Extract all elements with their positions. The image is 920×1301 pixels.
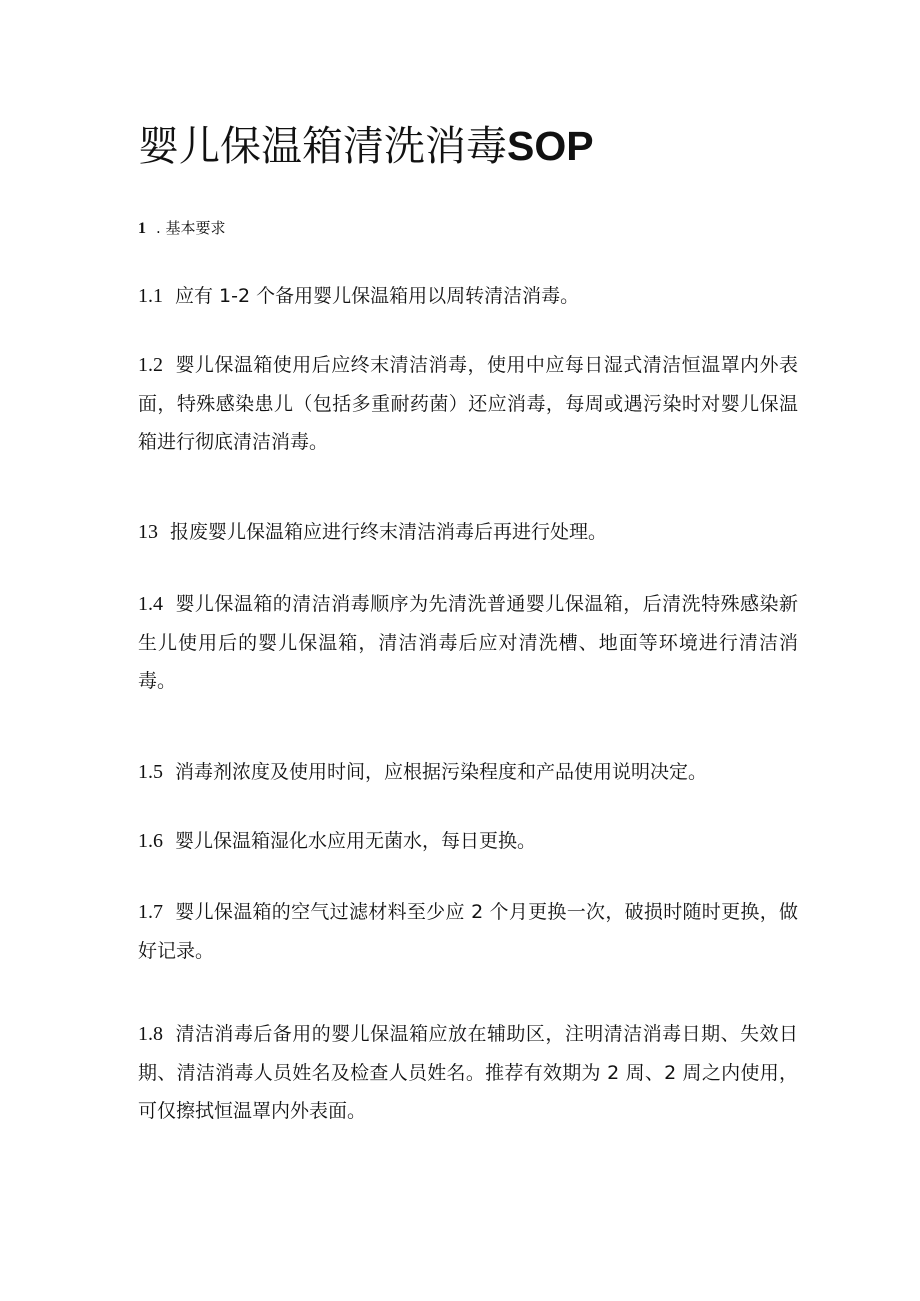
paragraph-number: 1.6: [138, 830, 163, 852]
page-title-chinese: 婴儿保温箱清洗消毒: [138, 122, 507, 170]
paragraph-number: 1.4: [138, 593, 163, 615]
page-title-sop: SOP: [507, 123, 594, 169]
paragraph-1-5: [138, 753, 798, 792]
paragraph-number: 1.5: [138, 761, 163, 783]
paragraph-1-2: [138, 346, 798, 462]
paragraph-text: 婴儿保温箱的空气过滤材料至少应 2 个月更换一次，破损时随时更换，做好记录。: [138, 901, 798, 962]
section-heading: [138, 216, 226, 241]
paragraph-number: 13: [138, 521, 158, 543]
paragraph-number: 1.2: [138, 354, 163, 376]
page-title: [138, 118, 594, 174]
section-number: 1: [138, 220, 146, 237]
paragraph-text: 消毒剂浓度及使用时间，应根据污染程度和产品使用说明决定。: [175, 761, 708, 783]
paragraph-text: 婴儿保温箱湿化水应用无菌水，每日更换。: [175, 830, 537, 852]
paragraph-1-8: [138, 1015, 798, 1131]
paragraph-1-3: [138, 513, 798, 552]
paragraph-1-6: [138, 822, 798, 861]
paragraph-text: 应有 1-2 个备用婴儿保温箱用以周转清洁消毒。: [175, 285, 580, 307]
paragraph-1-1: [138, 277, 798, 316]
paragraph-text: 清洁消毒后备用的婴儿保温箱应放在辅助区，注明清洁消毒日期、失效日期、清洁消毒人员姓名及检查人员姓名。推荐有效期为 2 周、2 周之内使用，可仅擦拭恒温罩内外表面。: [138, 1023, 798, 1122]
paragraph-text: 报废婴儿保温箱应进行终末清洁消毒后再进行处理。: [170, 521, 608, 543]
section-label: . 基本要求: [156, 219, 226, 237]
paragraph-text: 婴儿保温箱使用后应终末清洁消毒，使用中应每日湿式清洁恒温罩内外表面，特殊感染患儿（包括多重耐药菌）还应消毒，每周或遇污染时对婴儿保温箱进行彻底清洁消毒。: [138, 354, 798, 453]
paragraph-number: 1.7: [138, 901, 163, 923]
paragraph-number: 1.1: [138, 285, 163, 307]
paragraph-1-7: [138, 893, 798, 970]
paragraph-text: 婴儿保温箱的清洁消毒顺序为先清洗普通婴儿保温箱，后清洗特殊感染新生儿使用后的婴儿保温箱，清洁消毒后应对清洗槽、地面等环境进行清洁消毒。: [138, 593, 798, 692]
paragraph-1-4: [138, 585, 798, 701]
paragraph-number: 1.8: [138, 1023, 163, 1045]
